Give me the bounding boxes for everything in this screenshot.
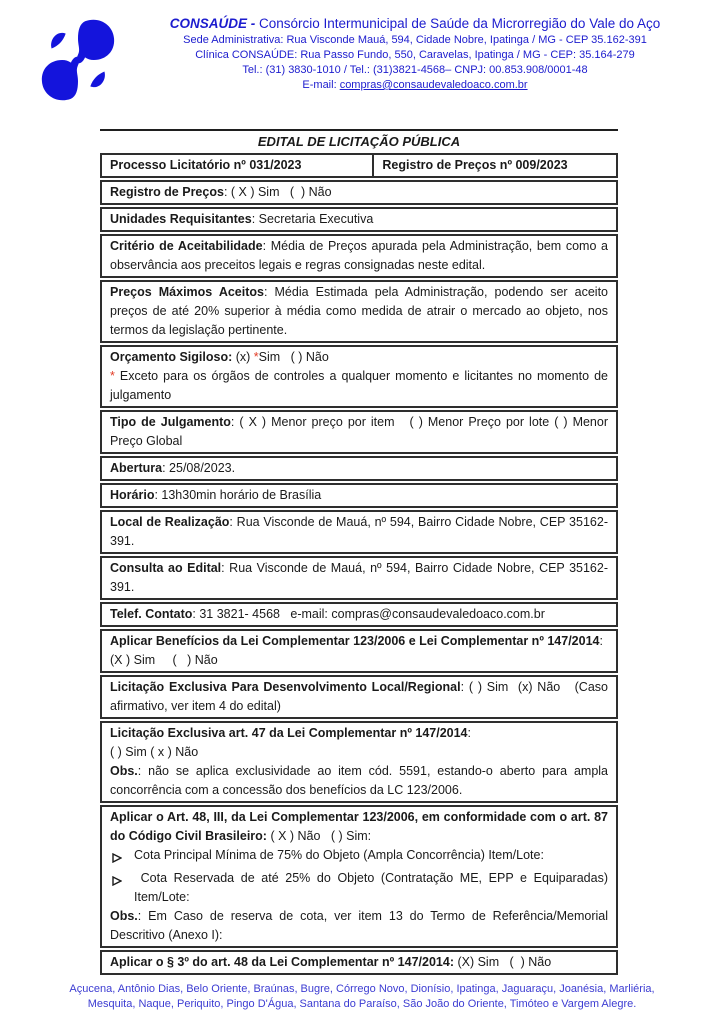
text-segment: : Rua Visconde de Mauá, nº 594, Bairro Cidade Nobre, CEP 35162-391. (110, 515, 608, 548)
bullet-line (110, 846, 608, 869)
text-segment: Cota Reservada de até 25% do Objeto (Contratação ME, EPP e Equiparadas) Item/Lote: (134, 871, 612, 904)
edital-document (100, 129, 618, 975)
text-segment: Preços Máximos Aceitos (110, 285, 264, 299)
table-line (110, 283, 612, 340)
table-line (110, 183, 608, 202)
text-segment: * (253, 350, 259, 364)
table-line (110, 413, 612, 451)
text-segment: Cota Principal Mínima de 75% do Objeto (Ampla Concorrência) Item/Lote: (134, 848, 544, 862)
edital-table-body (100, 153, 618, 975)
table-row (100, 280, 618, 343)
text-segment: Unidades Requisitantes (110, 212, 252, 226)
table-line (110, 348, 608, 367)
table-row (100, 345, 618, 408)
text-segment: Local de Realização (110, 515, 230, 529)
table-row (100, 629, 618, 673)
table-row (100, 556, 618, 600)
header-text-block (130, 12, 700, 111)
table-row (100, 721, 618, 803)
email-link[interactable]: compras@consaudevaledoaco.com.br (339, 79, 528, 91)
arrow-bullet-icon (112, 869, 134, 907)
table-row (100, 805, 618, 948)
table-cell (374, 155, 616, 176)
org-title-rest: Consórcio Intermunicipal de Saúde da Microrregião do Vale do Aço (255, 16, 661, 31)
table-line (110, 367, 612, 405)
text-segment: Tipo de Julgamento (110, 415, 231, 429)
text-segment: Licitação Exclusiva art. 47 da Lei Complementar nº 147/2014 (110, 726, 468, 740)
text-segment: Registro de Preços nº 009/2023 (382, 158, 568, 172)
email-label: E-mail: (302, 79, 340, 91)
text-segment: ( ) Sim ( x ) Não (110, 745, 199, 759)
page-header (0, 0, 724, 113)
text-segment: Consulta ao Edital (110, 561, 222, 575)
table-line (110, 459, 608, 478)
table-row (100, 234, 618, 278)
table-row (100, 207, 618, 232)
text-segment: Horário (110, 488, 155, 502)
text-segment: Aplicar Benefícios da Lei Complementar 123/2006 e Lei Complementar nº 147/2014 (110, 634, 600, 648)
text-segment: Orçamento Sigiloso: (110, 350, 233, 364)
table-line (110, 237, 612, 275)
text-segment: Sim ( ) Não (258, 350, 329, 364)
org-email-line (130, 78, 700, 93)
text-segment: Obs. (110, 764, 138, 778)
text-segment: ( X ) Não ( ) Sim: (270, 829, 372, 843)
bullet-text (134, 846, 608, 869)
table-line (110, 651, 608, 670)
consaude-logo-icon (34, 12, 130, 111)
text-segment: : ( ) Sim (x) Não (Caso afirmativo, ver item 4 do edital) (110, 680, 612, 713)
text-segment: (X) Sim ( ) Não (453, 955, 552, 969)
table-row (100, 510, 618, 554)
text-segment: * (110, 369, 120, 383)
table-line (110, 632, 608, 651)
table-row (100, 456, 618, 481)
table-line (110, 724, 608, 743)
text-segment: Aplicar o § 3º do art. 48 da Lei Complementar nº 147/2014: (110, 955, 454, 969)
text-segment: (X ) Sim ( ) Não (110, 653, 218, 667)
text-segment: : Rua Visconde de Mauá, nº 594, Bairro Cidade Nobre, CEP 35162-391. (110, 561, 608, 594)
table-line (110, 762, 612, 800)
text-segment: Obs. (110, 909, 138, 923)
text-segment: : (467, 726, 471, 740)
org-title (130, 16, 700, 31)
text-segment: Aplicar o Art. 48, III, da Lei Complementar 123/2006, em conformidade com o art. 87 do Código Civil Brasileiro: (110, 810, 612, 843)
text-segment: Critério de Aceitabilidade (110, 239, 263, 253)
table-line (110, 486, 608, 505)
text-segment: Registro de Preços (110, 185, 224, 199)
org-phone-line: Tel.: (31) 3830-1010 / Tel.: (31)3821-4568– CNPJ: 00.853.908/0001-48 (242, 64, 588, 76)
municipalities-footer: Açucena, Antônio Dias, Belo Oriente, Braúnas, Bugre, Córrego Novo, Dionísio, Ipatinga, Jaguaraçu, Joanésia, Marliéria, Mesquita, Naque, Periquito, Pingo D'Água, Santana do Paraíso, São João do Oriente, Timóteo e Vargem Alegre. (69, 983, 655, 1010)
table-row (100, 153, 618, 178)
table-cell (102, 155, 374, 176)
text-segment: Abertura (110, 461, 163, 475)
text-segment: : ( X ) Menor preço por item ( ) Menor Preço por lote ( ) Menor Preço Global (110, 415, 612, 448)
text-segment: : 31 3821- 4568 e-mail: compras@consaudevaledoaco.com.br (192, 607, 545, 621)
table-line (110, 605, 608, 624)
table-row (100, 602, 618, 627)
table-line (110, 743, 608, 762)
table-line (110, 907, 612, 945)
text-segment: Licitação Exclusiva Para Desenvolvimento Local/Regional (110, 680, 461, 694)
org-brand: CONSAÚDE - (169, 16, 256, 31)
text-segment: : ( X ) Sim ( ) Não (223, 185, 332, 199)
table-line (110, 559, 608, 597)
table-line (110, 678, 612, 716)
text-segment: Telef. Contato (110, 607, 193, 621)
text-segment: : (599, 634, 603, 648)
table-line (110, 953, 608, 972)
bullet-line (110, 869, 612, 907)
text-segment: : 13h30min horário de Brasília (154, 488, 322, 502)
text-segment: : não se aplica exclusividade ao item cód. 5591, estando-o aberto para ampla concorrência com a concessão dos benefícios da LC 123/2006. (110, 764, 612, 797)
table-row (100, 180, 618, 205)
text-segment: : 25/08/2023. (162, 461, 236, 475)
text-segment: : Em Caso de reserva de cota, ver item 13 do Termo de Referência/Memorial Descritivo (Anexo I): (110, 909, 612, 942)
table-line (110, 513, 608, 551)
text-segment: : Secretaria Executiva (251, 212, 374, 226)
table-row (100, 410, 618, 454)
text-segment: (x) (232, 350, 254, 364)
table-row (100, 483, 618, 508)
text-segment: : Média Estimada pela Administração, podendo ser aceito preços de até 20% superior à média como medida de atrair o mercado ao objeto, nos termos da legislação pertinente. (110, 285, 612, 337)
page-title: EDITAL DE LICITAÇÃO PÚBLICA (257, 134, 461, 149)
table-row (100, 950, 618, 975)
text-segment: Exceto para os órgãos de controles a qualquer momento e licitantes no momento de julgamento (110, 369, 612, 402)
org-clinic-line: Clínica CONSAÚDE: Rua Passo Fundo, 550, Caravelas, Ipatinga / MG - CEP: 35.164-279 (195, 49, 635, 61)
bullet-text (134, 869, 612, 907)
text-segment: : Média de Preços apurada pela Administração, bem como a observância aos preceitos legais e regras consignadas neste edital. (110, 239, 612, 272)
text-segment: Processo Licitatório nº 031/2023 (110, 158, 302, 172)
table-row (100, 675, 618, 719)
table-line (110, 808, 612, 846)
arrow-bullet-icon (112, 846, 134, 869)
org-address-line: Sede Administrativa: Rua Visconde Mauá, 594, Cidade Nobre, Ipatinga / MG - CEP 35.162-391 (183, 34, 647, 46)
table-line (110, 210, 608, 229)
